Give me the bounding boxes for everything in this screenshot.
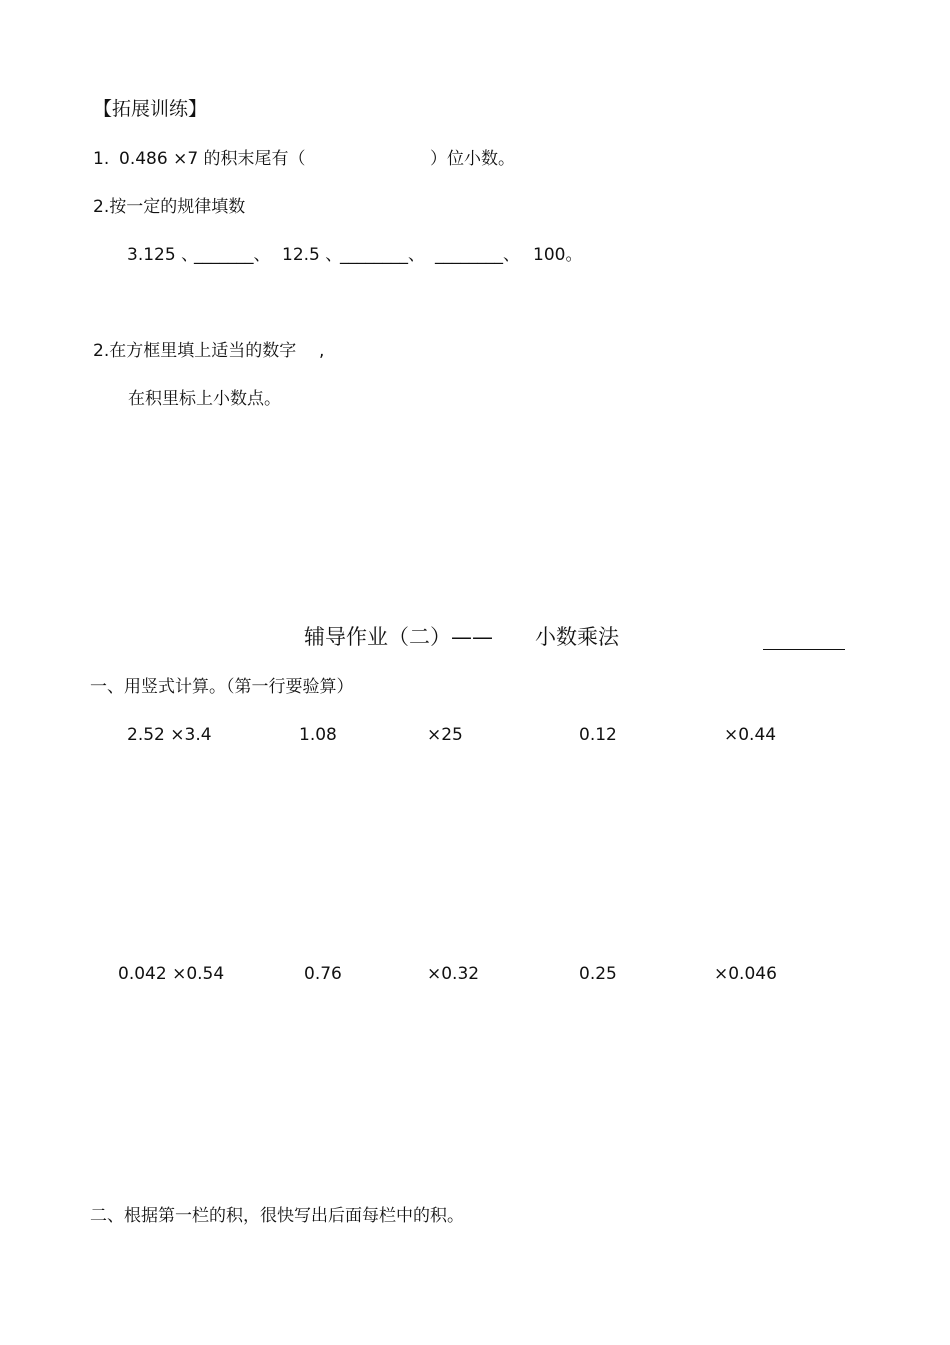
question-3-comma: ,	[319, 341, 325, 361]
question-3-line-2: 在积里标上小数点。	[128, 389, 281, 409]
question-2-label: 2.按一定的规律填数	[93, 197, 246, 217]
calculation-item: 0.12	[579, 725, 617, 745]
calculation-item: ×0.44	[724, 725, 777, 745]
assignment-title-right: 小数乘法	[535, 625, 619, 649]
calculation-item: ×0.32	[427, 964, 480, 984]
calculation-item: ×25	[427, 725, 463, 745]
calculation-item: ×0.046	[714, 964, 777, 984]
question-1-closing: ）位小数。	[430, 149, 515, 169]
sequence-item: 12.5 、	[282, 245, 343, 265]
sequence-item: 100。	[533, 245, 583, 265]
question-1-number: 1.	[93, 149, 110, 169]
calculation-item: 0.042 ×0.54	[118, 964, 225, 984]
sequence-blank: ________、	[435, 245, 520, 265]
name-blank-line	[763, 649, 845, 650]
sequence-blank: ________、	[340, 245, 425, 265]
calculation-item: 2.52 ×3.4	[127, 725, 212, 745]
question-1-expression: 0.486 ×7 的积末尾有（	[119, 149, 306, 169]
extension-training-heading: 【拓展训练】	[93, 98, 208, 120]
assignment-title-left: 辅导作业（二）——	[304, 625, 493, 649]
question-3-line-1: 2.在方框里填上适当的数字	[93, 341, 297, 361]
part-2-label: 二、根据第一栏的积，很快写出后面每栏中的积。	[90, 1206, 464, 1226]
calculation-item: 0.76	[304, 964, 342, 984]
part-1-label: 一、用竖式计算。（第一行要验算）	[90, 677, 354, 697]
calculation-item: 0.25	[579, 964, 617, 984]
sequence-blank: _______、	[194, 245, 271, 265]
calculation-item: 1.08	[299, 725, 337, 745]
sequence-item: 3.125 、	[127, 245, 199, 265]
